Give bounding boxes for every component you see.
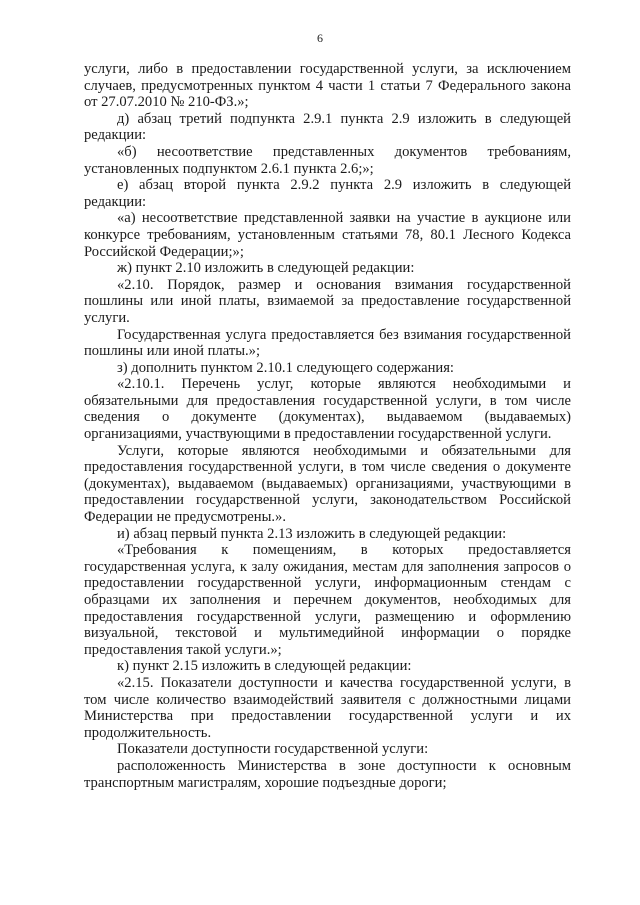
paragraph: д) абзац третий подпункта 2.9.1 пункта 2.9 изложить в следующей редакции:	[84, 110, 571, 144]
paragraph: Государственная услуга предоставляется без взимания государственной пошлины или иной платы.»;	[84, 326, 571, 360]
paragraph: «Требования к помещениям, в которых предоставляется государственная услуга, к залу ожидания, местам для заполнения запросов о предоставлении государственной услуги, информационным стендам с образцами их заполнения и перечнем документов, необходимых для предоставления государственной услуги, размещению и оформлению визуальной, текстовой и мультимедийной информации о порядке предоставления такой услуги.»;	[84, 542, 571, 658]
paragraph: «2.15. Показатели доступности и качества государственной услуги, в том числе количество взаимодействий заявителя с должностными лицами Министерства при предоставлении государственной услуги и их продолжительность.	[84, 674, 571, 741]
paragraph: «а) несоответствие представленной заявки на участие в аукционе или конкурсе требованиям, установленным статьями 78, 80.1 Лесного Кодекса Российской Федерации;»;	[84, 210, 571, 260]
paragraph: «2.10.1. Перечень услуг, которые являются необходимыми и обязательными для предоставления государственной услуги, в том числе сведения о документе (документах), выдаваемом (выдаваемых) организациями, участвующими в предоставлении государственной услуги.	[84, 376, 571, 443]
paragraph: услуги, либо в предоставлении государственной услуги, за исключением случаев, предусмотренных пунктом 4 части 1 статьи 7 Федерального закона от 27.07.2010 № 210-ФЗ.»;	[84, 61, 571, 111]
page-number: 6	[317, 31, 323, 45]
document-body	[84, 61, 571, 791]
paragraph: Услуги, которые являются необходимыми и обязательными для предоставления государственной услуги, в том числе сведения о документе (документах), выдаваемом (выдаваемых) организациями, участвующими в предоставлении государственной услуги, законодательством Российской Федерации не предусмотрены.».	[84, 442, 571, 526]
paragraph: «2.10. Порядок, размер и основания взимания государственной пошлины или иной платы, взимаемой за предоставление государственной услуги.	[84, 276, 571, 326]
paragraph: з) дополнить пунктом 2.10.1 следующего содержания:	[117, 359, 454, 376]
paragraph: Показатели доступности государственной услуги:	[117, 741, 429, 758]
paragraph: «б) несоответствие представленных документов требованиям, установленных подпунктом 2.6.1 пункта 2.6;»;	[84, 143, 571, 177]
paragraph: расположенность Министерства в зоне доступности к основным транспортным магистралям, хорошие подъездные дороги;	[84, 757, 571, 791]
paragraph: ж) пункт 2.10 изложить в следующей редакции:	[117, 260, 415, 277]
paragraph: и) абзац первый пункта 2.13 изложить в следующей редакции:	[117, 525, 507, 542]
paragraph: к) пункт 2.15 изложить в следующей редакции:	[117, 658, 412, 675]
paragraph: е) абзац второй пункта 2.9.2 пункта 2.9 изложить в следующей редакции:	[84, 177, 571, 210]
